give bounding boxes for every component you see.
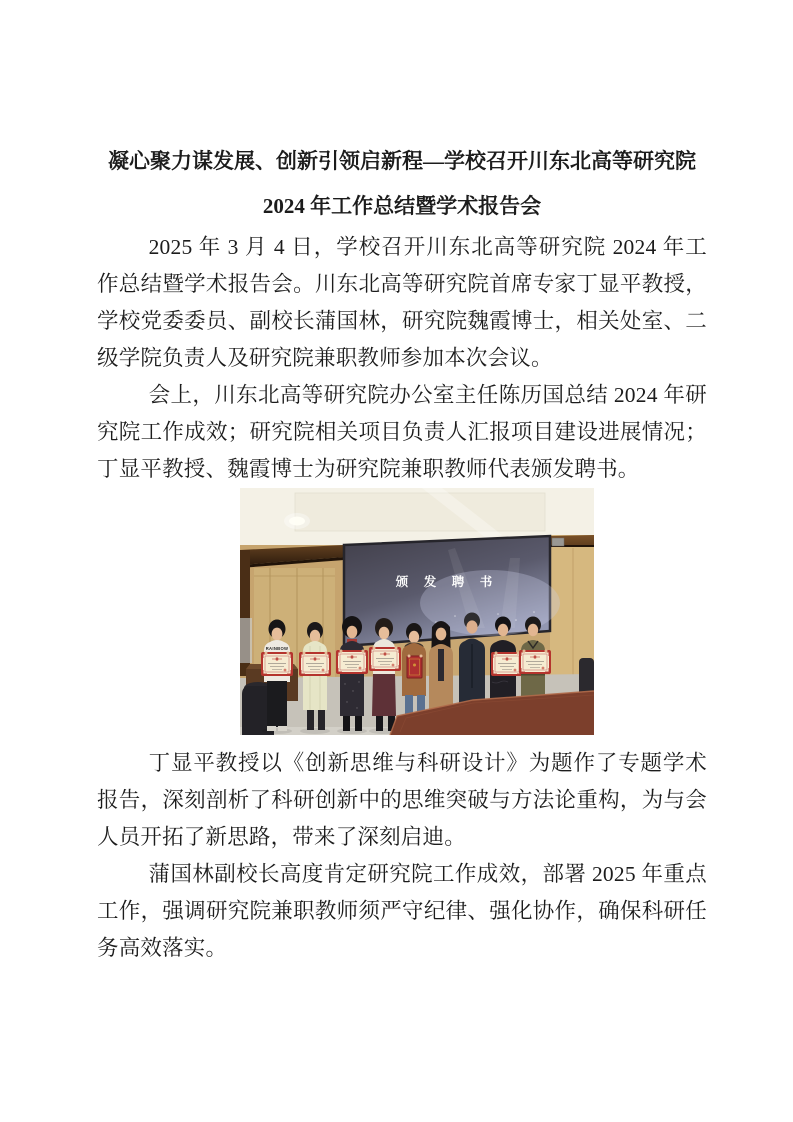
screen-title-text: 颁 发 聘 书 (395, 575, 499, 589)
paragraph-1: 2025 年 3 月 4 日，学校召开川东北高等研究院 2024 年工作总结暨学术报告会。川东北高等研究院首席专家丁显平教授，学校党委委员、副校长蒲国林，研究院魏霞博士，相关处室、二级学院负责人及研究院兼职教师参加本次会议。 (97, 235, 707, 370)
group-photo-image (240, 488, 594, 735)
article-body (97, 229, 707, 967)
ceiling-light-icon (289, 517, 305, 526)
wall-device-icon (552, 538, 564, 546)
article-title-line-2: 2024 年工作总结暨学术报告会 (262, 194, 542, 218)
hoodie-text: RAINBOW (265, 646, 289, 651)
paragraph-3: 丁显平教授以《创新思维与科研设计》为题作了专题学术报告，深刻剖析了科研创新中的思维突破与方法论重构，为与会人员开拓了新思路，带来了深刻启迪。 (97, 751, 707, 849)
article-title (97, 139, 707, 229)
group-photo (240, 488, 594, 735)
paragraph-4: 蒲国林副校长高度肯定研究院工作成效，部署 2025 年重点工作，强调研究院兼职教师须严守纪律、强化协作，确保科研任务高效落实。 (97, 862, 707, 960)
article-title-line-1: 凝心聚力谋发展、创新引领启新程—学校召开川东北高等研究院 (108, 149, 696, 173)
red-certificate-folder (407, 656, 422, 678)
paragraph-2: 会上，川东北高等研究院办公室主任陈历国总结 2024 年研究院工作成效；研究院相关项目负责人汇报项目建设进展情况；丁显平教授、魏霞博士为研究院兼职教师代表颁发聘书。 (97, 383, 707, 481)
